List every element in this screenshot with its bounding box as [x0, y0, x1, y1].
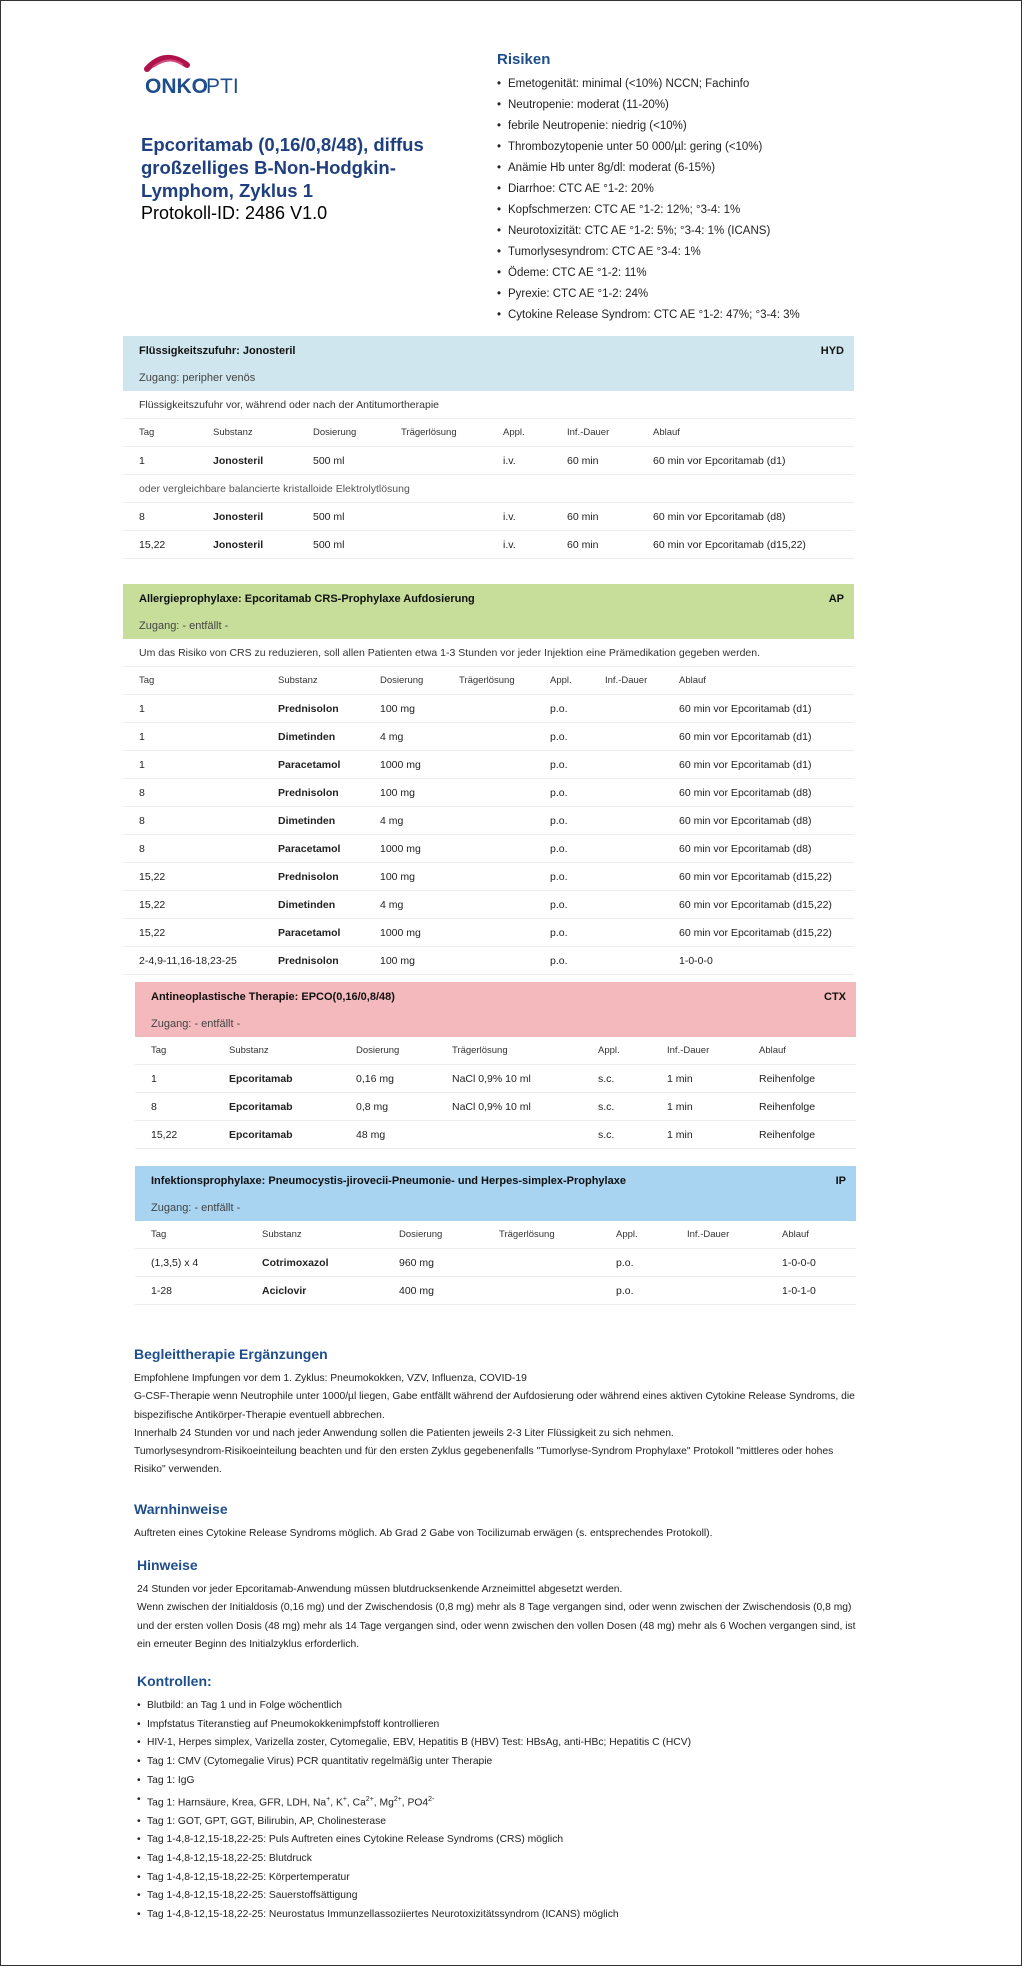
- risk-item: • Anämie Hb unter 8g/dl: moderat (6-15%): [497, 158, 997, 179]
- cell-substanz: Jonosteril: [213, 454, 264, 467]
- cell-appl: p.o.: [550, 786, 568, 799]
- table-header-row: [135, 1221, 856, 1249]
- cell-substanz: Jonosteril: [213, 510, 264, 523]
- col-ablauf: Ablauf: [782, 1229, 809, 1240]
- risks-panel: [497, 51, 997, 326]
- supportive-line: G-CSF-Therapie wenn Neutrophile unter 1000/µl liegen, Gabe entfällt während der Aufdosierung oder während eines aktiven Cytokine Release Syndroms, die bispezifische Antikörper-Therapie eventuell abbrechen.: [134, 1391, 855, 1421]
- cell-inf: 1 min: [667, 1128, 693, 1141]
- supportive-line: Innerhalb 24 Stunden vor und nach jeder Anwendung sollen die Patienten jeweils 2-3 Liter Flüssigkeit zu sich nehmen.: [134, 1427, 674, 1439]
- cell-tag: 8: [151, 1100, 157, 1113]
- electrolyte-ca: , Ca: [346, 1796, 366, 1808]
- section-title: Antineoplastische Therapie: EPCO(0,16/0,8/48): [151, 990, 395, 1003]
- cell-dosierung: 500 ml: [313, 510, 345, 523]
- warnings-heading: Warnhinweise: [134, 1501, 228, 1517]
- cell-tag: (1,3,5) x 4: [151, 1256, 199, 1269]
- cell-inf: 60 min: [567, 454, 599, 467]
- logo-text-light: PTI: [206, 75, 239, 96]
- cell-substanz: Dimetinden: [278, 814, 336, 827]
- control-item: • HIV-1, Herpes simplex, Varizella zoster, Cytomegalie, EBV, Hepatitis B (HBV) Test: HBsAg, anti-HBc; Hepatitis C (HCV): [137, 1734, 867, 1753]
- col-substanz: Substanz: [262, 1229, 302, 1240]
- risks-list: [497, 74, 997, 326]
- risk-item: • febrile Neutropenie: niedrig (<10%): [497, 116, 997, 137]
- cell-ablauf: 60 min vor Epcoritamab (d1): [679, 758, 812, 771]
- warnings-text: Auftreten eines Cytokine Release Syndroms möglich. Ab Grad 2 Gabe von Tocilizumab erwägen (s. entsprechendes Protokoll).: [134, 1528, 713, 1539]
- control-item: • Tag 1-4,8-12,15-18,22-25: Sauerstoffsättigung: [137, 1887, 867, 1906]
- section-access: Zugang: - entfällt -: [123, 613, 854, 639]
- section-title: Infektionsprophylaxe: Pneumocystis-jirovecii-Pneumonie- und Herpes-simplex-Prophylaxe: [151, 1174, 626, 1187]
- cell-ablauf: 60 min vor Epcoritamab (d15,22): [679, 898, 832, 911]
- section-intro: Um das Risiko von CRS zu reduzieren, soll allen Patienten etwa 1-3 Stunden vor jeder Injektion eine Prämedikation gegeben werden.: [123, 639, 854, 667]
- notes-line: 24 Stunden vor jeder Epcoritamab-Anwendung müssen blutdrucksenkende Arzneimittel abgesetzt werden.: [137, 1584, 623, 1595]
- cell-dosierung: 100 mg: [380, 702, 416, 715]
- table-row: [123, 779, 854, 807]
- cell-dosierung: 500 ml: [313, 538, 345, 551]
- cell-dosierung: 48 mg: [356, 1128, 386, 1141]
- col-traeger: Trägerlösung: [459, 675, 515, 686]
- cell-ablauf: 60 min vor Epcoritamab (d1): [653, 454, 786, 467]
- col-dosierung: Dosierung: [399, 1229, 443, 1240]
- title-block: [141, 133, 471, 224]
- cell-substanz: Paracetamol: [278, 842, 341, 855]
- cell-tag: 8: [139, 814, 145, 827]
- table-header-row: [135, 1037, 856, 1065]
- col-traeger: Trägerlösung: [401, 427, 457, 438]
- section-header: [135, 982, 856, 1011]
- col-dosierung: Dosierung: [356, 1045, 400, 1056]
- cell-tag: 1: [139, 730, 145, 743]
- cell-substanz: Paracetamol: [278, 926, 341, 939]
- risks-heading: Risiken: [497, 51, 551, 68]
- col-tag: Tag: [151, 1229, 167, 1240]
- col-substanz: Substanz: [229, 1045, 269, 1056]
- cell-ablauf: 60 min vor Epcoritamab (d1): [679, 730, 812, 743]
- cell-appl: p.o.: [550, 842, 568, 855]
- cell-substanz: Prednisolon: [278, 954, 339, 967]
- cell-tag: 1: [139, 702, 145, 715]
- col-ablauf: Ablauf: [759, 1045, 786, 1056]
- cell-traeger: NaCl 0,9% 10 ml: [452, 1100, 531, 1113]
- cell-substanz: Dimetinden: [278, 730, 336, 743]
- table-header-row: [123, 667, 854, 695]
- risk-item: • Pyrexie: CTC AE °1-2: 24%: [497, 284, 997, 305]
- controls-heading: Kontrollen:: [137, 1673, 212, 1689]
- col-substanz: Substanz: [278, 675, 318, 686]
- col-appl: Appl.: [598, 1045, 620, 1056]
- cell-tag: 15,22: [139, 538, 166, 551]
- table-row: [123, 863, 854, 891]
- cell-substanz: Cotrimoxazol: [262, 1256, 329, 1269]
- cell-substanz: Paracetamol: [278, 758, 341, 771]
- supportive-line: Empfohlene Impfungen vor dem 1. Zyklus: Pneumokokken, VZV, Influenza, COVID-19: [134, 1373, 527, 1384]
- onkopti-logo: [143, 51, 253, 96]
- table-row: [123, 723, 854, 751]
- risk-item: • Cytokine Release Syndrom: CTC AE °1-2: 47%; °3-4: 3%: [497, 305, 997, 326]
- cell-dosierung: 0,16 mg: [356, 1072, 394, 1085]
- cell-appl: p.o.: [550, 814, 568, 827]
- risk-item: • Diarrhoe: CTC AE °1-2: 20%: [497, 179, 997, 200]
- cell-substanz: Aciclovir: [262, 1284, 307, 1297]
- cell-dosierung: 400 mg: [399, 1284, 435, 1297]
- cell-tag: 8: [139, 510, 145, 523]
- cell-appl: p.o.: [550, 926, 568, 939]
- control-item: • Blutbild: an Tag 1 und in Folge wöchentlich: [137, 1697, 867, 1716]
- col-traeger: Trägerlösung: [452, 1045, 508, 1056]
- notes-block: [137, 1557, 863, 1654]
- cell-appl: p.o.: [550, 702, 568, 715]
- electrolyte-po4: , PO4: [401, 1796, 429, 1808]
- cell-inf: 60 min: [567, 538, 599, 551]
- logo-arc-icon: [143, 51, 253, 96]
- section-code: HYD: [820, 344, 844, 357]
- table-row: [123, 503, 854, 531]
- mg-charge: 2+: [393, 1795, 402, 1803]
- cell-dosierung: 1000 mg: [380, 758, 421, 771]
- cell-tag: 1: [151, 1072, 157, 1085]
- risk-item: • Emetogenität: minimal (<10%) NCCN; Fachinfo: [497, 74, 997, 95]
- section-title: Flüssigkeitszufuhr: Jonosteril: [139, 344, 296, 357]
- table-row: [123, 807, 854, 835]
- cell-ablauf: Reihenfolge: [759, 1100, 816, 1113]
- col-tag: Tag: [139, 675, 155, 686]
- section-infection-prophylaxis: [135, 1166, 856, 1305]
- cell-appl: p.o.: [616, 1256, 634, 1269]
- risk-item: • Ödeme: CTC AE °1-2: 11%: [497, 263, 997, 284]
- table-row: [123, 947, 854, 975]
- col-traeger: Trägerlösung: [499, 1229, 555, 1240]
- risk-item: • Neutropenie: moderat (11-20%): [497, 95, 997, 116]
- cell-tag: 2-4,9-11,16-18,23-25: [139, 954, 237, 967]
- table-row: [123, 695, 854, 723]
- col-ablauf: Ablauf: [653, 427, 680, 438]
- cell-substanz: Prednisolon: [278, 786, 339, 799]
- cell-dosierung: 0,8 mg: [356, 1100, 389, 1113]
- supportive-therapy-heading: Begleittherapie Ergänzungen: [134, 1346, 328, 1362]
- table-row: [123, 751, 854, 779]
- cell-tag: 15,22: [151, 1128, 178, 1141]
- table-row: [135, 1065, 856, 1093]
- cell-ablauf: Reihenfolge: [759, 1128, 816, 1141]
- cell-ablauf: Reihenfolge: [759, 1072, 816, 1085]
- cell-dosierung: 100 mg: [380, 786, 416, 799]
- section-note: oder vergleichbare balancierte kristalloide Elektrolytlösung: [123, 475, 854, 503]
- col-appl: Appl.: [616, 1229, 638, 1240]
- cell-tag: 1: [139, 758, 145, 771]
- cell-substanz: Prednisolon: [278, 702, 339, 715]
- cell-appl: i.v.: [503, 538, 516, 551]
- cell-dosierung: 960 mg: [399, 1256, 435, 1269]
- cell-tag: 1: [139, 454, 145, 467]
- col-substanz: Substanz: [213, 427, 253, 438]
- table-row: [135, 1249, 856, 1277]
- cell-substanz: Prednisolon: [278, 870, 339, 883]
- section-title: Allergieprophylaxe: Epcoritamab CRS-Prophylaxe Aufdosierung: [139, 592, 475, 605]
- col-dosierung: Dosierung: [313, 427, 357, 438]
- cell-dosierung: 100 mg: [380, 954, 416, 967]
- cell-appl: p.o.: [550, 870, 568, 883]
- control-item: • Tag 1: GOT, GPT, GGT, Bilirubin, AP, Cholinesterase: [137, 1813, 867, 1832]
- cell-dosierung: 1000 mg: [380, 926, 421, 939]
- table-header-row: [123, 419, 854, 447]
- section-code: AP: [828, 592, 844, 605]
- table-row: [135, 1277, 856, 1305]
- cell-dosierung: 4 mg: [380, 814, 404, 827]
- control-item: • Tag 1: CMV (Cytomegalie Virus) PCR quantitativ regelmäßig unter Therapie: [137, 1753, 867, 1772]
- section-allergy-prophylaxis: [123, 584, 854, 975]
- risk-item: • Tumorlysesyndrom: CTC AE °3-4: 1%: [497, 242, 997, 263]
- table-row: [123, 531, 854, 559]
- cell-traeger: NaCl 0,9% 10 ml: [452, 1072, 531, 1085]
- cell-ablauf: 60 min vor Epcoritamab (d15,22): [679, 870, 832, 883]
- cell-ablauf: 60 min vor Epcoritamab (d1): [679, 702, 812, 715]
- cell-inf: 1 min: [667, 1072, 693, 1085]
- controls-block: [137, 1673, 867, 1925]
- ap-table-body: [123, 695, 854, 975]
- col-appl: Appl.: [503, 427, 525, 438]
- control-item: • Tag 1-4,8-12,15-18,22-25: Blutdruck: [137, 1850, 867, 1869]
- cell-substanz: Epcoritamab: [229, 1100, 293, 1113]
- cell-dosierung: 4 mg: [380, 898, 404, 911]
- notes-heading: Hinweise: [137, 1557, 198, 1573]
- control-item: • Tag 1-4,8-12,15-18,22-25: Neurostatus Immunzellassoziiertes Neurotoxizitätssyndrom (ICANS) möglich: [137, 1906, 867, 1925]
- controls-list: [137, 1697, 867, 1925]
- cell-inf: 60 min: [567, 510, 599, 523]
- cell-dosierung: 1000 mg: [380, 842, 421, 855]
- table-row: [123, 919, 854, 947]
- cell-ablauf: 60 min vor Epcoritamab (d8): [679, 786, 812, 799]
- cell-tag: 8: [139, 786, 145, 799]
- cell-dosierung: 4 mg: [380, 730, 404, 743]
- col-ablauf: Ablauf: [679, 675, 706, 686]
- cell-tag: 15,22: [139, 898, 166, 911]
- col-inf: Inf.-Dauer: [605, 675, 648, 686]
- control-item: • Impfstatus Titeranstieg auf Pneumokokkenimpfstoff kontrollieren: [137, 1716, 867, 1735]
- section-code: CTX: [824, 990, 846, 1003]
- section-header: [123, 336, 854, 365]
- section-antineoplastic-therapy: [135, 982, 856, 1149]
- cell-ablauf: 60 min vor Epcoritamab (d8): [679, 814, 812, 827]
- table-row: [123, 835, 854, 863]
- risk-item: • Thrombozytopenie unter 50 000/µl: gering (<10%): [497, 137, 997, 158]
- cell-tag: 8: [139, 842, 145, 855]
- section-code: IP: [835, 1174, 846, 1187]
- electrolyte-prefix: Tag 1: Harnsäure, Krea, GFR, LDH, Na: [147, 1796, 327, 1808]
- table-row: [135, 1093, 856, 1121]
- col-tag: Tag: [139, 427, 155, 438]
- cell-substanz: Jonosteril: [213, 538, 264, 551]
- cell-appl: p.o.: [550, 758, 568, 771]
- risk-item: • Kopfschmerzen: CTC AE °1-2: 12%; °3-4: 1%: [497, 200, 997, 221]
- electrolyte-mg: , Mg: [373, 1796, 394, 1808]
- section-header: [135, 1166, 856, 1195]
- cell-appl: i.v.: [503, 510, 516, 523]
- cell-ablauf: 1-0-1-0: [782, 1284, 816, 1297]
- table-row: [123, 447, 854, 475]
- control-item-electrolytes: [137, 1791, 867, 1813]
- notes-line: Wenn zwischen der Initialdosis (0,16 mg) und der Zwischendosis (0,8 mg) mehr als 8 Tage vergangen sind, oder wenn zwischen der Zwischendosis (0,8 mg) und der ersten vollen Dosis (48 mg) mehr als 14 Tage vergangen sind, oder wenn zwischen den vollen Dosen (48 mg) mehr als 6 Wochen vergangen sind, ist ein erneuter Beginn des Initialzyklus erforderlich.: [137, 1602, 856, 1650]
- cell-substanz: Dimetinden: [278, 898, 336, 911]
- ca-charge: 2+: [365, 1795, 374, 1803]
- cell-tag: 15,22: [139, 870, 166, 883]
- col-dosierung: Dosierung: [380, 675, 424, 686]
- section-access: Zugang: peripher venös: [123, 365, 854, 391]
- cell-appl: s.c.: [598, 1128, 615, 1141]
- col-appl: Appl.: [550, 675, 572, 686]
- table-row: [135, 1121, 856, 1149]
- cell-tag: 15,22: [139, 926, 166, 939]
- cell-appl: p.o.: [550, 730, 568, 743]
- col-inf: Inf.-Dauer: [567, 427, 610, 438]
- table-row: [123, 891, 854, 919]
- section-hydration: [123, 336, 854, 559]
- protocol-title: Epcoritamab (0,16/0,8/48), diffus großzelliges B-Non-Hodgkin-Lymphom, Zyklus 1: [141, 134, 424, 201]
- section-intro: Flüssigkeitszufuhr vor, während oder nach der Antitumortherapie: [123, 391, 854, 419]
- control-item: • Tag 1: IgG: [137, 1772, 867, 1791]
- cell-substanz: Epcoritamab: [229, 1128, 293, 1141]
- cell-dosierung: 500 ml: [313, 454, 345, 467]
- supportive-line: Tumorlysesyndrom-Risikoeinteilung beachten und für den ersten Zyklus gegebenenfalls "Tumorlyse-Syndrom Prophylaxe" Protokoll "mittleres oder hohes Risiko" verwenden.: [134, 1446, 834, 1476]
- cell-appl: p.o.: [550, 898, 568, 911]
- k-charge: +: [342, 1795, 347, 1803]
- control-item: • Tag 1-4,8-12,15-18,22-25: Puls Auftreten eines Cytokine Release Syndroms (CRS) möglich: [137, 1831, 867, 1850]
- warnings-block: [134, 1501, 864, 1543]
- cell-ablauf: 1-0-0-0: [782, 1256, 816, 1269]
- cell-inf: 1 min: [667, 1100, 693, 1113]
- cell-appl: p.o.: [616, 1284, 634, 1297]
- col-tag: Tag: [151, 1045, 167, 1056]
- na-charge: +: [326, 1795, 331, 1803]
- control-item: • Tag 1-4,8-12,15-18,22-25: Körpertemperatur: [137, 1869, 867, 1888]
- risk-item: • Neurotoxizität: CTC AE °1-2: 5%; °3-4: 1% (ICANS): [497, 221, 997, 242]
- cell-dosierung: 100 mg: [380, 870, 416, 883]
- section-access: Zugang: - entfällt -: [135, 1195, 856, 1221]
- section-access: Zugang: - entfällt -: [135, 1011, 856, 1037]
- cell-appl: i.v.: [503, 454, 516, 467]
- supportive-therapy-block: [134, 1346, 864, 1480]
- cell-tag: 1-28: [151, 1284, 173, 1297]
- cell-appl: p.o.: [550, 954, 568, 967]
- protocol-id: Protokoll-ID: 2486 V1.0: [141, 203, 328, 223]
- cell-ablauf: 60 min vor Epcoritamab (d15,22): [653, 538, 806, 551]
- logo-text-bold: ONKO: [145, 75, 208, 96]
- po4-charge: 2-: [428, 1795, 435, 1803]
- col-inf: Inf.-Dauer: [687, 1229, 730, 1240]
- cell-ablauf: 60 min vor Epcoritamab (d8): [679, 842, 812, 855]
- cell-appl: s.c.: [598, 1072, 615, 1085]
- cell-ablauf: 60 min vor Epcoritamab (d15,22): [679, 926, 832, 939]
- electrolyte-k: , K: [330, 1796, 343, 1808]
- cell-appl: s.c.: [598, 1100, 615, 1113]
- cell-substanz: Epcoritamab: [229, 1072, 293, 1085]
- cell-ablauf: 1-0-0-0: [679, 954, 713, 967]
- col-inf: Inf.-Dauer: [667, 1045, 710, 1056]
- cell-ablauf: 60 min vor Epcoritamab (d8): [653, 510, 786, 523]
- section-header: [123, 584, 854, 613]
